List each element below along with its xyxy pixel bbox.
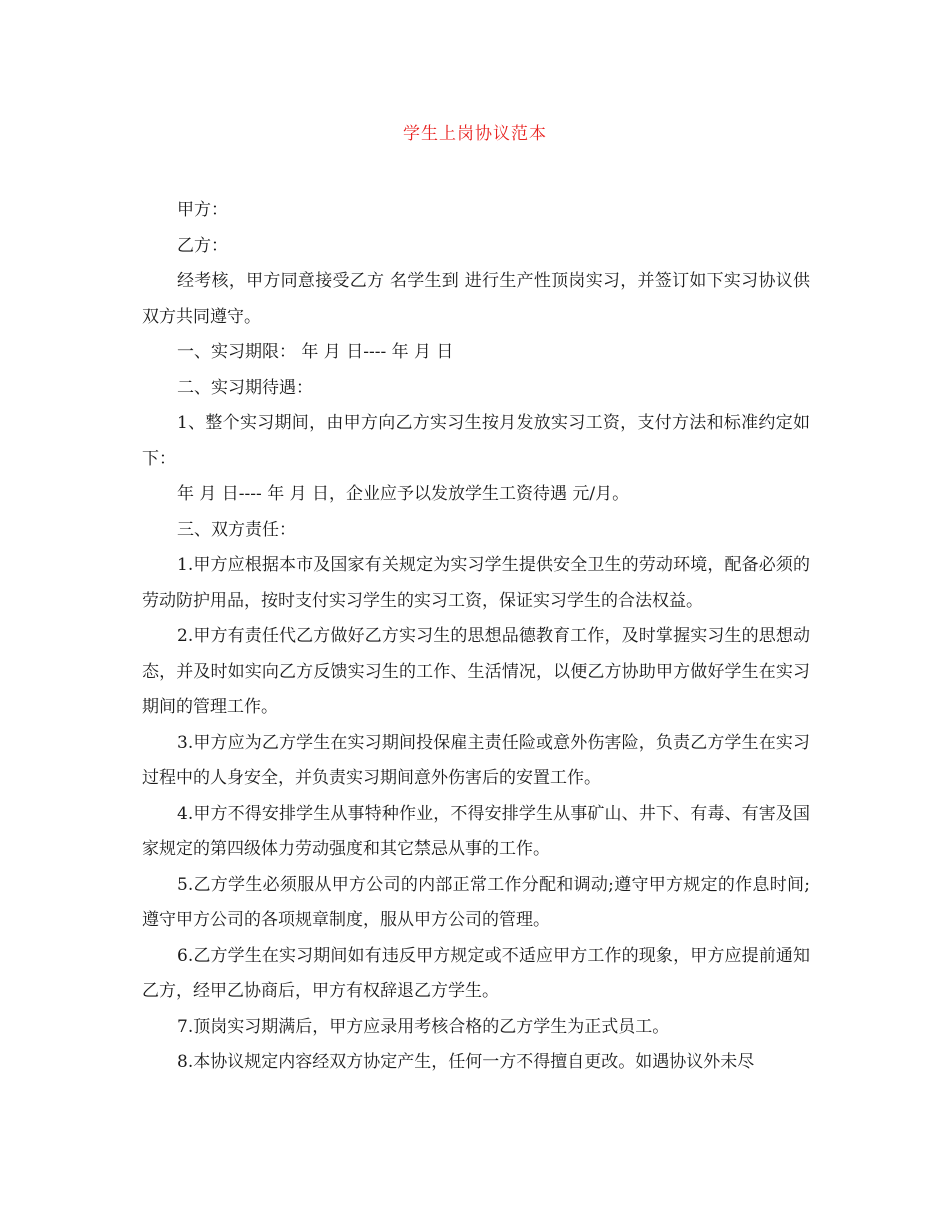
document-body — [142, 193, 810, 1081]
responsibility-clause-7: 7.顶岗实习期满后，甲方应录用考核合格的乙方学生为正式员工。 — [177, 1016, 670, 1037]
pay-clause-detail: 年 月 日---- 年 月 日，企业应予以发放学生工资待遇 元/月。 — [177, 484, 630, 504]
responsibility-clause-4: 4.甲方不得安排学生从事特种作业，不得安排学生从事矿山、井下、有毒、有害及国家规定的第四级体力劳动强度和其它禁忌从事的工作。 — [142, 803, 810, 859]
responsibility-clause-8: 8.本协议规定内容经双方协定产生，任何一方不得擅自更改。如遇协议外未尽 — [177, 1052, 755, 1072]
responsibilities-heading: 三、双方责任： — [177, 519, 296, 540]
party-a-line: 甲方： — [177, 200, 228, 220]
pay-clause-1: 1、整个实习期间，由甲方向乙方实习生按月发放实习工资，支付方法和标准约定如下： — [142, 413, 810, 469]
document-title: 学生上岗协议范本 — [403, 124, 547, 144]
responsibility-clause-3: 3.甲方应为乙方学生在实习期间投保雇主责任险或意外伤害险，负责乙方学生在实习过程中的人身安全，并负责实习期间意外伤害后的安置工作。 — [142, 732, 810, 788]
responsibility-clause-6: 6.乙方学生在实习期间如有违反甲方规定或不适应甲方工作的现象，甲方应提前通知乙方，经甲乙协商后，甲方有权辞退乙方学生。 — [142, 945, 810, 1001]
responsibility-clause-5: 5.乙方学生必须服从甲方公司的内部正常工作分配和调动;遵守甲方规定的作息时间;遵守甲方公司的各项规章制度，服从甲方公司的管理。 — [142, 874, 810, 930]
party-b-line: 乙方： — [177, 235, 228, 256]
internship-pay-heading: 二、实习期待遇： — [177, 377, 313, 398]
preamble-paragraph: 经考核，甲方同意接受乙方 名学生到 进行生产性顶岗实习，并签订如下实习协议供双方共同遵守。 — [142, 271, 810, 327]
internship-period-heading: 一、实习期限： 年 月 日---- 年 月 日 — [177, 342, 454, 362]
responsibility-clause-2: 2.甲方有责任代乙方做好乙方实习生的思想品德教育工作，及时掌握实习生的思想动态，并及时如实向乙方反馈实习生的工作、生活情况，以便乙方协助甲方做好学生在实习期间的管理工作。 — [142, 626, 810, 717]
responsibility-clause-1: 1.甲方应根据本市及国家有关规定为实习学生提供安全卫生的劳动环境，配备必须的劳动防护用品，按时支付实习学生的实习工资，保证实习学生的合法权益。 — [142, 555, 810, 611]
